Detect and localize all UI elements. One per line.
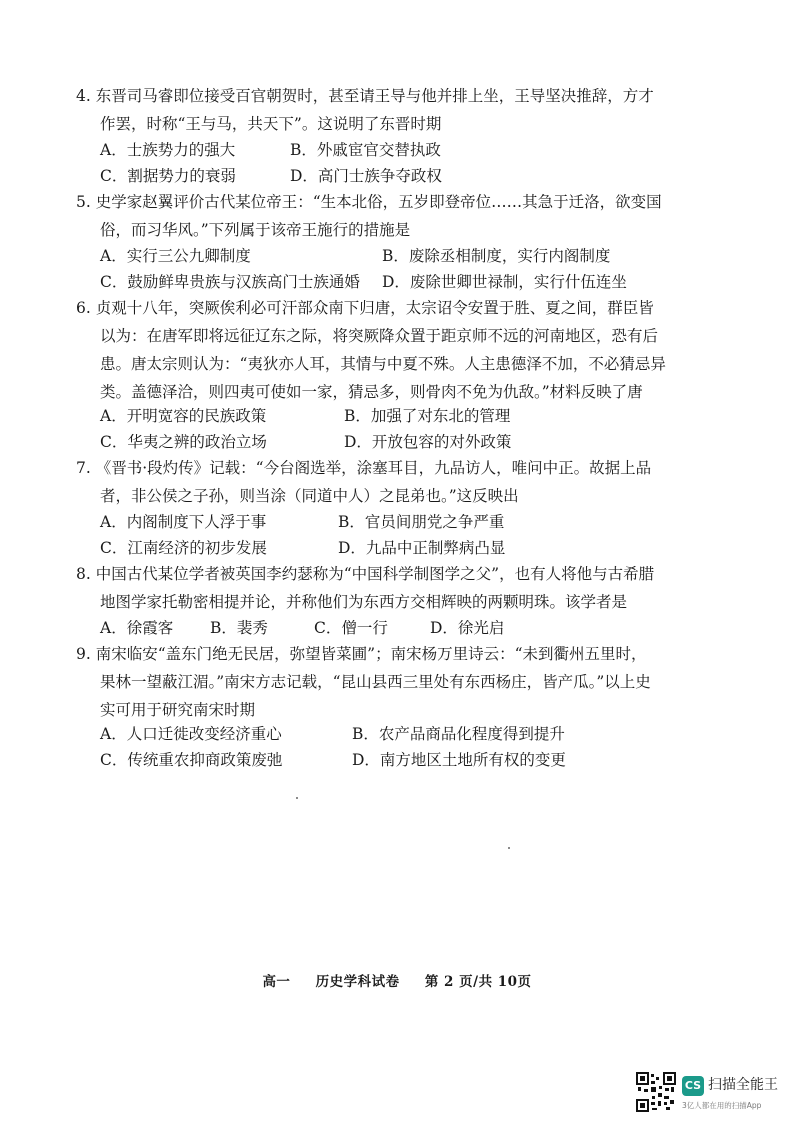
scan-speck: [296, 797, 298, 799]
option-d: D．高门士族争夺政权: [290, 167, 442, 185]
camscanner-name: 扫描全能王: [708, 1077, 778, 1093]
question-stem-line: 实可用于研究南宋时期: [100, 701, 256, 719]
qr-code-icon: [636, 1072, 676, 1112]
footer-page-number: 第 2 页/共 10页: [424, 974, 532, 990]
question-stem-line: 史学家赵翼评价古代某位帝王：“生本北俗，五岁即登帝位……其急于迁洛，欲变国: [95, 193, 662, 211]
question-stem-line: 东晋司马睿即位接受百官朝贺时，甚至请王导与他并排上坐，王导坚决推辞，方才: [95, 87, 654, 105]
camscanner-tagline: 3亿人都在用的扫描App: [682, 1101, 762, 1110]
footer-grade: 高一: [262, 974, 291, 990]
option-c: C．传统重农抑商政策废弛: [100, 751, 283, 769]
option-c: C．鼓励鲜卑贵族与汉族高门士族通婚: [100, 273, 360, 291]
option-a: A．开明宽容的民族政策: [100, 407, 267, 425]
option-d: D．徐光启: [430, 619, 505, 637]
option-d: D．废除世卿世禄制，实行什伍连坐: [382, 273, 627, 291]
question-number: 6.: [76, 299, 91, 317]
question-4: [76, 82, 654, 138]
question-stem-line: 作罢，时称“王与马，共天下”。这说明了东晋时期: [100, 115, 442, 133]
question-6: [76, 294, 666, 406]
option-b: B．官员间朋党之争严重: [338, 513, 505, 531]
question-7: [76, 454, 651, 510]
option-d: D．南方地区土地所有权的变更: [352, 751, 566, 769]
question-number: 8.: [76, 565, 91, 583]
option-a: A．内阁制度下人浮于事: [100, 513, 267, 531]
question-stem-line: 地图学家托勒密相提并论，并称他们为东西方交相辉映的两颗明珠。该学者是: [100, 593, 628, 611]
option-b: B．裴秀: [210, 619, 268, 637]
question-stem-line: 南宋临安“盖东门绝无民居，弥望皆菜圃”；南宋杨万里诗云：“未到衢州五里时，: [95, 645, 647, 663]
question-stem-line: 俗，而习华风。”下列属于该帝王施行的措施是: [100, 221, 411, 239]
option-a: A．人口迁徙改变经济重心: [100, 725, 282, 743]
option-b: B．废除丞相制度，实行内阁制度: [382, 247, 611, 265]
option-b: B．加强了对东北的管理: [344, 407, 511, 425]
question-9: [76, 640, 651, 724]
option-b: B．外戚宦官交替执政: [290, 141, 441, 159]
camscanner-logo-icon: CS: [682, 1076, 704, 1096]
question-8: [76, 560, 654, 616]
question-number: 5.: [76, 193, 91, 211]
question-stem-line: 贞观十八年，突厥俟利必可汗部众南下归唐，太宗诏令安置于胜、夏之间，群臣皆: [95, 299, 654, 317]
question-number: 7.: [76, 459, 91, 477]
question-stem-line: 果林一望蔽江湄。”南宋方志记载，“昆山县西三里处有东西杨庄，皆产瓜。”以上史: [100, 673, 651, 691]
question-number: 9.: [76, 645, 91, 663]
option-a: A．士族势力的强大: [100, 141, 236, 159]
option-c: C．僧一行: [314, 619, 388, 637]
question-stem-line: 以为：在唐军即将远征辽东之际，将突厥降众置于距京师不远的河南地区，恐有后: [100, 327, 659, 345]
option-c: C．割据势力的衰弱: [100, 167, 236, 185]
question-stem-line: 者，非公侯之子孙，则当涂（同道中人）之昆弟也。”这反映出: [100, 487, 519, 505]
option-d: D．九品中正制弊病凸显: [338, 539, 506, 557]
option-d: D．开放包容的对外政策: [344, 433, 512, 451]
question-5: [76, 188, 662, 244]
page-footer: [0, 970, 794, 990]
question-stem-line: 《晋书·段灼传》记载：“今台阁选举，涂塞耳目，九品访人，唯问中正。故据上品: [95, 459, 652, 477]
question-stem-line: 患。唐太宗则认为：“夷狄亦人耳，其情与中夏不殊。人主患德泽不加，不必猜忌异: [100, 355, 666, 373]
question-stem-line: 类。盖德泽洽，则四夷可使如一家，猜忌多，则骨肉不免为仇敌。”材料反映了唐: [100, 383, 643, 401]
option-c: C．江南经济的初步发展: [100, 539, 267, 557]
option-b: B．农产品商品化程度得到提升: [352, 725, 565, 743]
option-a: A．实行三公九卿制度: [100, 247, 251, 265]
question-number: 4.: [76, 87, 91, 105]
scan-speck: [508, 847, 510, 849]
option-c: C．华夷之辨的政治立场: [100, 433, 267, 451]
question-stem-line: 中国古代某位学者被英国李约瑟称为“中国科学制图学之父”，也有人将他与古希腊: [95, 565, 655, 583]
option-a: A．徐霞客: [100, 619, 174, 637]
footer-subject: 历史学科试卷: [315, 974, 400, 990]
